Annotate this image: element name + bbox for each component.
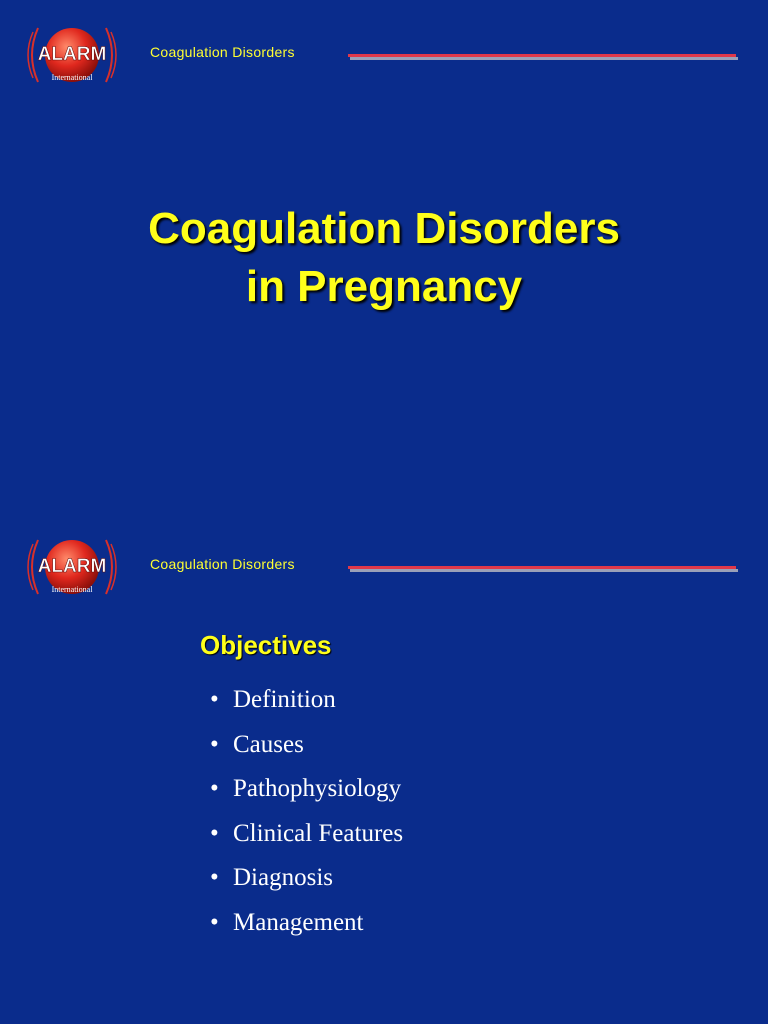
list-item-label: Pathophysiology: [233, 775, 402, 803]
title-line-2: in Pregnancy: [245, 262, 523, 311]
logo-text: ALARM: [37, 556, 107, 577]
bullet-icon: •: [210, 775, 219, 803]
header-divider: [348, 54, 736, 60]
logo-text: ALARM: [37, 44, 107, 65]
alarm-logo-icon: [24, 22, 120, 88]
list-item: [210, 769, 403, 814]
bullet-icon: •: [210, 730, 219, 758]
list-item: [210, 725, 403, 770]
bullet-icon: •: [210, 864, 219, 892]
slide-header: [0, 512, 768, 622]
bullet-icon: •: [210, 908, 219, 936]
title-line-1: Coagulation Disorders: [148, 204, 620, 253]
slide-title: [0, 200, 768, 316]
list-item-label: Management: [233, 908, 364, 936]
list-item-label: Diagnosis: [233, 864, 333, 892]
bullet-icon: •: [210, 819, 219, 847]
objectives-list: [210, 680, 403, 948]
objectives-heading: Objectives: [200, 630, 332, 660]
logo-subtext: International: [51, 585, 93, 594]
list-item: [210, 680, 403, 725]
slide-header: [0, 0, 768, 110]
header-title: Coagulation Disorders: [150, 556, 295, 572]
bullet-icon: •: [210, 686, 219, 713]
list-item-label: Clinical Features: [233, 819, 404, 847]
objectives-slide: [0, 512, 768, 1024]
logo-subtext: International: [51, 73, 93, 82]
header-title: Coagulation Disorders: [150, 44, 295, 60]
list-item-label: Definition: [233, 686, 336, 713]
list-item: [210, 858, 403, 903]
header-divider: [348, 566, 736, 572]
list-item: [210, 814, 403, 859]
alarm-logo-icon: [24, 534, 120, 600]
list-item-label: Causes: [233, 730, 304, 758]
list-item: [210, 903, 403, 948]
